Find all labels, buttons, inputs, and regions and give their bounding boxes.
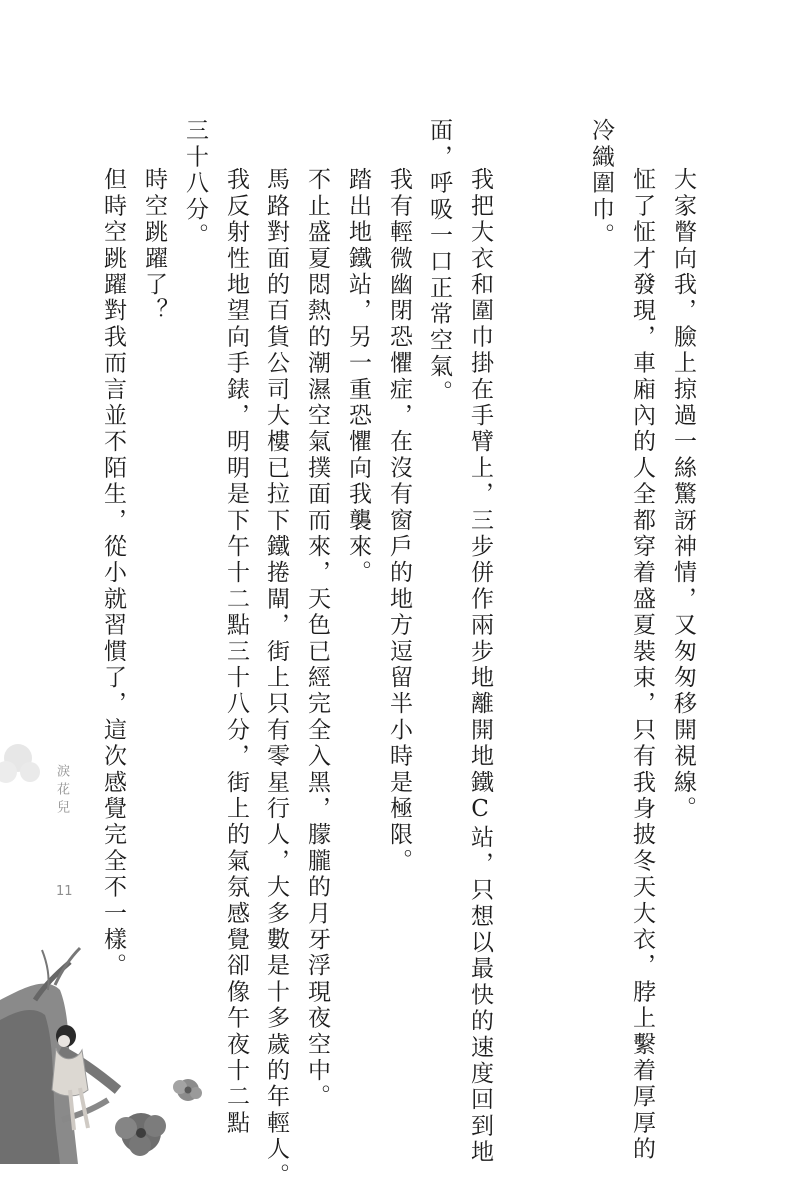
page-number: 11 [56,884,73,899]
text-column-10: 我反射性地望向手錶，明明是下午十二點三十八分，街上的氣氛感覺卻像午夜十二點 [223,167,249,1137]
text-column-5: 面，呼吸一口正常空氣。 [426,118,452,407]
text-column-2: 怔了怔才發現，車廂內的人全都穿着盛夏裝束，只有我身披冬天大衣，脖上繫着厚厚的 [629,167,655,1163]
text-column-6: 我有輕微幽閉恐懼症，在沒有窗戶的地方逗留半小時是極限。 [386,167,412,875]
text-column-4: 我把大衣和圍巾掛在手臂上，三步併作兩步地離開地鐵C站，只想以最快的速度回到地 [467,167,493,1166]
text-column-12: 時空跳躍了？ [141,167,167,325]
book-title: 淚花兒 [54,764,69,818]
large-flower-icon [115,1113,166,1156]
text-column-8: 不止盛夏悶熱的潮濕空氣撲面而來，天色已經完全入黑，朦朧的月牙浮現夜空中。 [304,167,330,1111]
text-column-3: 冷織圍巾。 [588,118,614,249]
text-column-7: 踏出地鐵站，另一重恐懼向我襲來。 [345,167,371,587]
text-column-9: 馬路對面的百貨公司大樓已拉下鐵捲閘，街上只有零星行人，大多數是十多歲的年輕人。 [263,167,289,1189]
text-column-13: 但時空跳躍對我而言並不陌生，從小就習慣了，這次感覺完全不一樣。 [100,167,126,980]
flower-icon [173,1079,202,1101]
faded-flower-icon [0,744,40,783]
text-column-11: 三十八分。 [182,118,208,249]
text-column-1: 大家瞥向我，臉上掠過一絲驚訝神情，又匆匆移開視線。 [670,167,696,822]
